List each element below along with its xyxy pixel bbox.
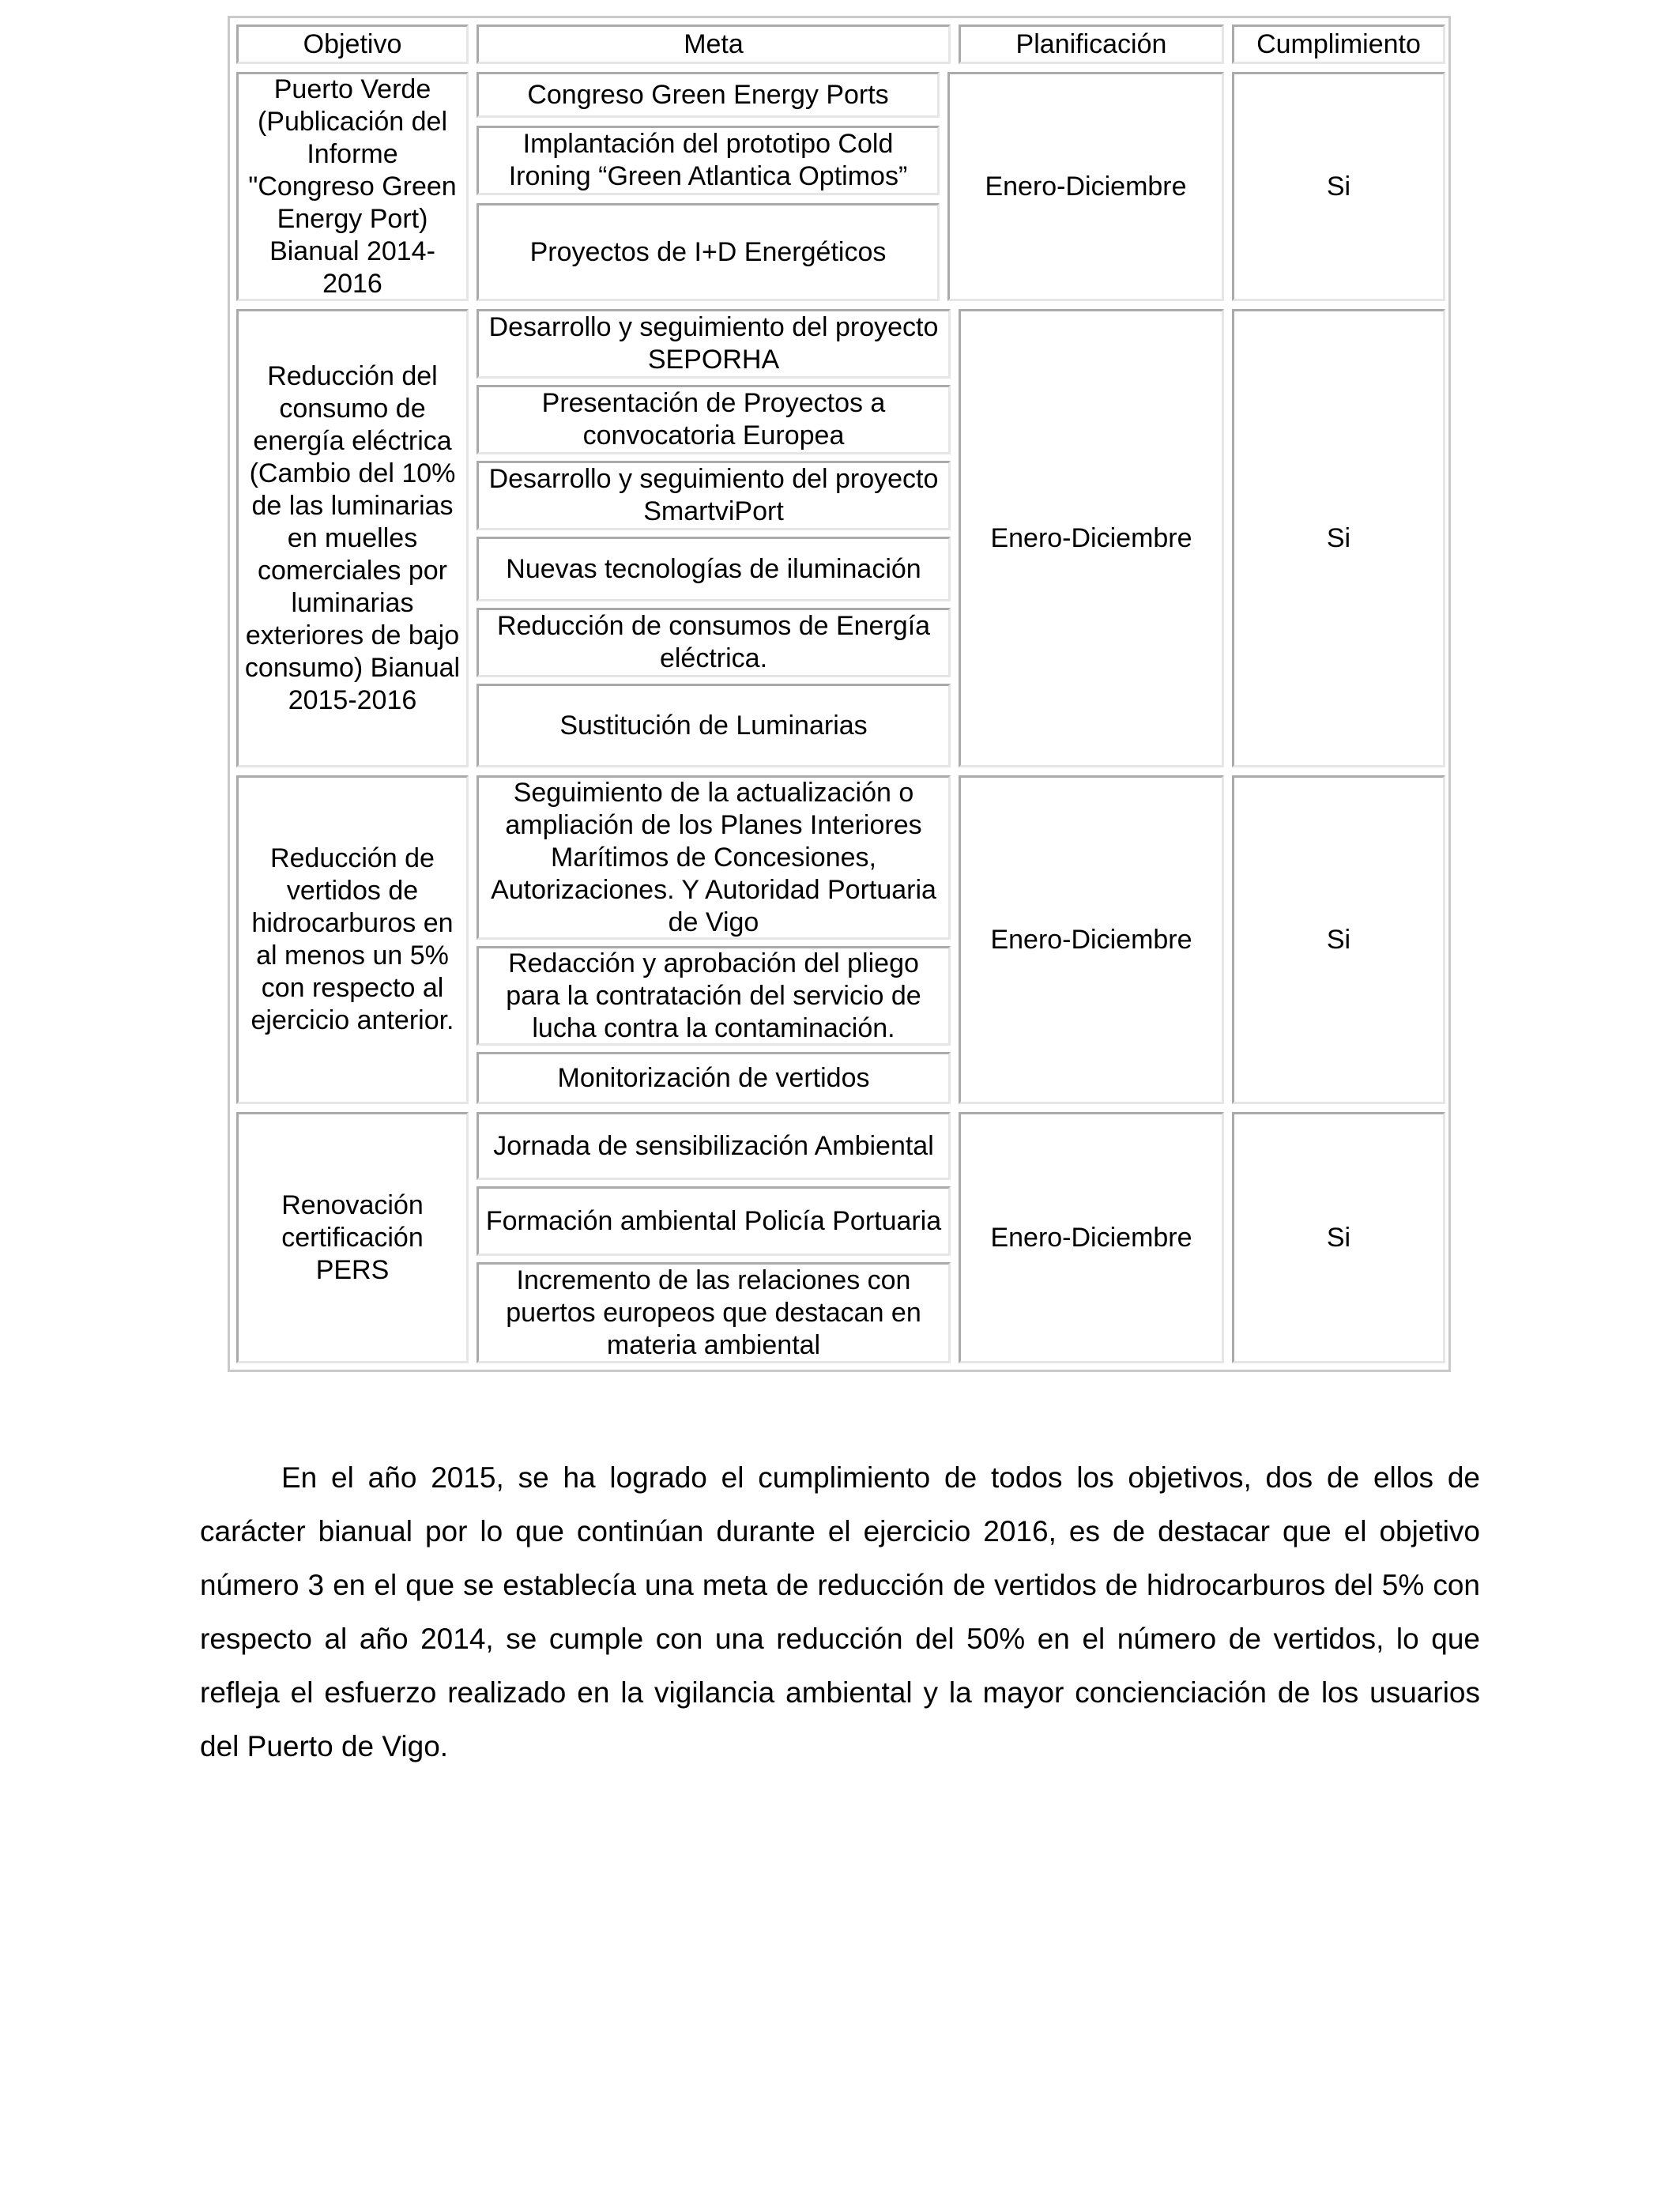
cumplimiento-text: Si [1326, 1222, 1351, 1253]
planificacion-cell [959, 775, 1224, 1104]
meta-cell [477, 608, 951, 677]
meta-text: Desarrollo y seguimiento del proyecto SEPORHA [488, 312, 939, 375]
meta-text: Nuevas tecnologías de iluminación [506, 553, 921, 584]
header-objetivo [236, 25, 469, 64]
header-label: Objetivo [303, 28, 402, 59]
cumplimiento-text: Si [1326, 171, 1351, 202]
meta-text: Formación ambiental Policía Portuaria [485, 1205, 942, 1236]
meta-cell [477, 385, 951, 454]
meta-cell [477, 537, 951, 601]
objetivo-text: Renovación certificación PERS [281, 1189, 424, 1285]
objetivo-text: Puerto Verde (Publicación del Informe "Congreso Green Energy Port) Bianual 2014-2016 [248, 74, 457, 299]
meta-text: Monitorización de vertidos [557, 1062, 870, 1093]
cumplimiento-text: Si [1326, 924, 1351, 955]
meta-cell [477, 1052, 951, 1104]
meta-cell [477, 72, 940, 118]
objetivo-cell [236, 309, 469, 767]
meta-text: Implantación del prototipo Cold Ironing “Green Atlantica Optimos” [508, 129, 908, 191]
meta-text: Congreso Green Energy Ports [527, 79, 889, 110]
cumplimiento-cell [1232, 72, 1445, 301]
meta-text: Reducción de consumos de Energía eléctrica. [496, 611, 931, 673]
objetivo-cell [236, 72, 469, 301]
objectives-table [228, 16, 1451, 1372]
meta-text: Desarrollo y seguimiento del proyecto SmartviPort [488, 464, 939, 526]
header-label: Meta [684, 28, 744, 59]
planificacion-text: Enero-Diciembre [990, 522, 1192, 553]
meta-cell [477, 946, 951, 1046]
planificacion-text: Enero-Diciembre [990, 924, 1192, 955]
meta-text: Proyectos de I+D Energéticos [529, 236, 887, 267]
header-label: Planificación [1015, 28, 1167, 59]
meta-text: Sustitución de Luminarias [559, 710, 868, 741]
meta-cell [477, 309, 951, 379]
planificacion-cell [959, 309, 1224, 767]
meta-cell [477, 775, 951, 940]
meta-cell [477, 461, 951, 530]
objetivo-text: Reducción de vertidos de hidrocarburos en al menos un 5% con respecto al ejercicio anterior. [250, 843, 454, 1035]
planificacion-cell [947, 72, 1224, 301]
meta-cell [477, 1112, 951, 1180]
summary-paragraph: En el año 2015, se ha logrado el cumplimiento de todos los objetivos, dos de ellos de carácter bianual por lo que continúan durante el ejercicio 2016, es de destacar que el objetivo número 3 en el que se establecía una meta de reducción de vertidos de hidrocarburos del 5% con respecto al año 2014, se cumple con una reducción del 50% en el número de vertidos, lo que refleja el esfuerzo realizado en la vigilancia ambiental y la mayor concienciación de los usuarios del Puerto de Vigo. [200, 1461, 1480, 1762]
planificacion-text: Enero-Diciembre [985, 171, 1187, 202]
meta-cell [477, 1186, 951, 1256]
meta-text: Jornada de sensibilización Ambiental [493, 1130, 934, 1161]
objetivo-cell [236, 1112, 469, 1363]
meta-cell [477, 1262, 951, 1363]
objetivo-cell [236, 775, 469, 1104]
cumplimiento-text: Si [1326, 522, 1351, 553]
header-cumplimiento [1232, 25, 1445, 64]
meta-cell [477, 126, 940, 195]
cumplimiento-cell [1232, 775, 1445, 1104]
planificacion-text: Enero-Diciembre [990, 1222, 1192, 1253]
meta-cell [477, 684, 951, 767]
meta-text: Presentación de Proyectos a convocatoria Europea [541, 388, 886, 450]
meta-text: Incremento de las relaciones con puertos europeos que destacan en materia ambiental [506, 1265, 921, 1360]
cumplimiento-cell [1232, 1112, 1445, 1363]
header-meta [477, 25, 951, 64]
header-planificacion [959, 25, 1224, 64]
meta-text: Redacción y aprobación del pliego para la contratación del servicio de lucha contra la contaminación. [506, 948, 921, 1043]
cumplimiento-cell [1232, 309, 1445, 767]
planificacion-cell [959, 1112, 1224, 1363]
header-label: Cumplimiento [1256, 28, 1421, 59]
meta-cell [477, 203, 940, 301]
objetivo-text: Reducción del consumo de energía eléctrica (Cambio del 10% de las luminarias en muelles comerciales por luminarias exteriores de bajo consumo) Bianual 2015-2016 [244, 360, 461, 715]
meta-text: Seguimiento de la actualización o ampliación de los Planes Interiores Marítimos de Concesiones, Autorizaciones. Y Autoridad Portuaria de Vigo [491, 777, 936, 937]
